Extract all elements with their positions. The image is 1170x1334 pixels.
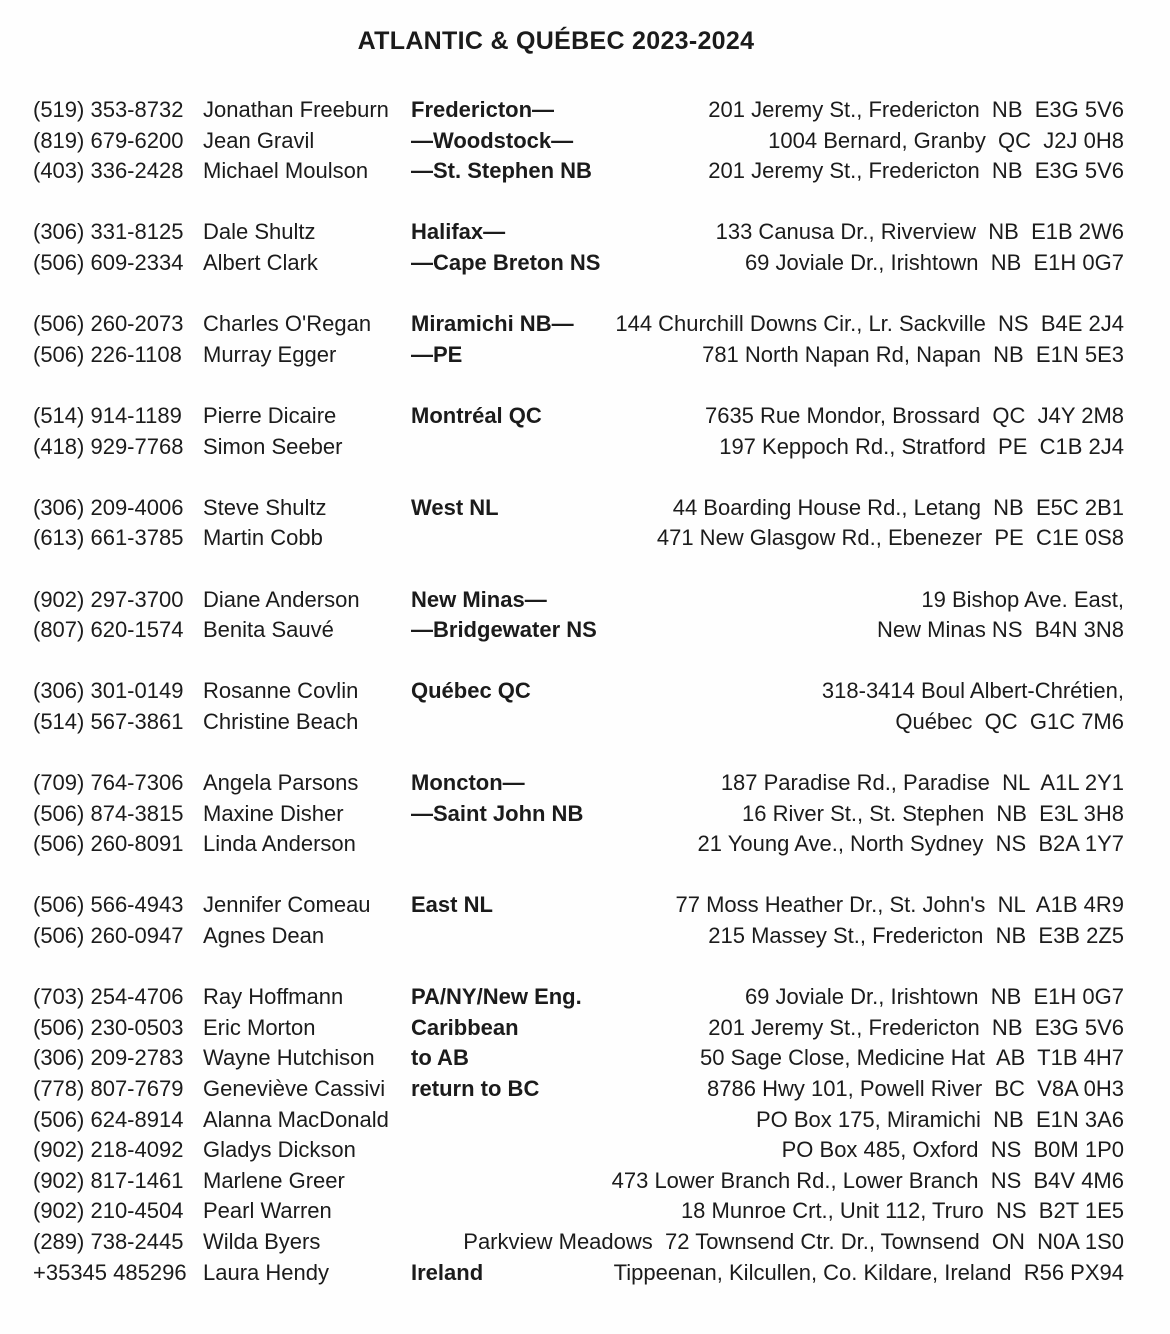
block-spacer <box>0 279 1170 310</box>
directory-row <box>0 1105 1170 1136</box>
block-spacer <box>0 462 1170 493</box>
block-spacer <box>0 646 1170 677</box>
member-name: Jennifer Comeau <box>203 892 371 918</box>
address-text: PO Box 175, Miramichi NB E1N 3A6 <box>755 1106 1124 1132</box>
address-text: 201 Jeremy St., Fredericton NB E3G 5V6 <box>708 1014 1124 1040</box>
directory-row <box>0 768 1170 799</box>
address-text: 50 Sage Close, Medicine Hat AB T1B 4H7 <box>700 1045 1124 1071</box>
phone-number: (506) 226-1108 <box>33 341 182 367</box>
member-name: Gladys Dickson <box>203 1137 356 1163</box>
address-text: 187 Paradise Rd., Paradise NL A1L 2Y1 <box>720 770 1124 796</box>
address-text: PO Box 485, Oxford NS B0M 1P0 <box>781 1137 1124 1163</box>
phone-number: +35345 485296 <box>33 1259 187 1285</box>
region-label: —PE <box>411 341 463 367</box>
member-name: Laura Hendy <box>203 1259 329 1285</box>
directory-block <box>0 95 1170 187</box>
region-label: —St. Stephen NB <box>411 158 592 184</box>
region-label: Miramichi NB— <box>411 311 574 337</box>
member-name: Maxine Disher <box>203 800 344 826</box>
directory-block <box>0 890 1170 951</box>
address-text: 69 Joviale Dr., Irishtown NB E1H 0G7 <box>744 984 1124 1010</box>
region-label: Fredericton— <box>411 97 555 122</box>
member-name: Wayne Hutchison <box>203 1045 375 1071</box>
region-label: Québec QC <box>411 678 531 704</box>
directory-row <box>0 432 1170 463</box>
phone-number: (306) 301-0149 <box>33 678 184 704</box>
phone-number: (819) 679-6200 <box>33 127 184 153</box>
phone-number: (902) 817-1461 <box>33 1167 184 1193</box>
phone-number: (289) 738-2445 <box>33 1228 184 1254</box>
phone-number: (506) 230-0503 <box>33 1014 184 1040</box>
directory-row <box>0 676 1170 707</box>
member-name: Steve Shultz <box>203 494 327 520</box>
phone-number: (514) 914-1189 <box>33 402 182 428</box>
phone-number: (519) 353-8732 <box>33 97 184 122</box>
region-label: return to BC <box>411 1076 540 1101</box>
phone-number: (514) 567-3861 <box>33 708 184 734</box>
member-name: Jean Gravil <box>203 127 315 153</box>
directory-row <box>0 1166 1170 1197</box>
address-text: 781 North Napan Rd, Napan NB E1N 5E3 <box>702 341 1124 367</box>
region-label: Moncton— <box>411 770 525 796</box>
region-label: —Saint John NB <box>411 800 584 826</box>
address-text: 473 Lower Branch Rd., Lower Branch NS B4V 4M6 <box>611 1167 1124 1193</box>
address-text: 144 Churchill Downs Cir., Lr. Sackville NS B4E 2J4 <box>615 311 1124 337</box>
region-label: Ireland <box>411 1259 484 1285</box>
region-label: Caribbean <box>411 1014 519 1040</box>
member-name: Simon Seeber <box>203 433 343 459</box>
phone-number: (703) 254-4706 <box>33 984 184 1010</box>
directory-block <box>0 982 1170 1288</box>
address-text: New Minas NS B4N 3N8 <box>877 617 1124 643</box>
member-name: Michael Moulson <box>203 158 369 184</box>
phone-number: (902) 297-3700 <box>33 586 184 612</box>
member-name: Pearl Warren <box>203 1198 332 1224</box>
directory-row <box>0 585 1170 616</box>
address-text: 133 Canusa Dr., Riverview NB E1B 2W6 <box>715 219 1124 245</box>
phone-number: (613) 661-3785 <box>33 525 184 551</box>
phone-number: (902) 218-4092 <box>33 1137 184 1163</box>
member-name: Alanna MacDonald <box>203 1106 389 1132</box>
region-label: to AB <box>411 1045 469 1071</box>
phone-number: (709) 764-7306 <box>33 770 184 796</box>
address-text: Québec QC G1C 7M6 <box>895 708 1124 734</box>
member-name: Benita Sauvé <box>203 617 334 643</box>
directory-row <box>0 248 1170 279</box>
member-name: Dale Shultz <box>203 219 316 245</box>
member-name: Marlene Greer <box>203 1167 345 1193</box>
directory-row <box>0 401 1170 432</box>
directory-block <box>0 585 1170 646</box>
region-label: New Minas— <box>411 586 547 612</box>
phone-number: (506) 609-2334 <box>33 249 184 275</box>
member-name: Murray Egger <box>203 341 337 367</box>
directory-block <box>0 676 1170 737</box>
region-label: East NL <box>411 892 493 918</box>
member-name: Charles O'Regan <box>203 311 372 337</box>
region-label: —Cape Breton NS <box>411 249 601 275</box>
directory-row <box>0 1135 1170 1166</box>
address-text: 201 Jeremy St., Fredericton NB E3G 5V6 <box>708 97 1124 122</box>
region-label: West NL <box>411 494 499 520</box>
directory-row <box>0 1013 1170 1044</box>
region-label: PA/NY/New Eng. <box>411 984 582 1010</box>
directory-row <box>0 799 1170 830</box>
directory-block <box>0 401 1170 462</box>
address-text: 21 Young Ave., North Sydney NS B2A 1Y7 <box>697 831 1124 857</box>
address-text: 44 Boarding House Rd., Letang NB E5C 2B1 <box>672 494 1124 520</box>
directory-row <box>0 707 1170 738</box>
directory <box>0 95 1170 1288</box>
directory-block <box>0 309 1170 370</box>
member-name: Jonathan Freeburn <box>203 97 389 122</box>
phone-number: (506) 624-8914 <box>33 1106 184 1132</box>
address-text: Tippeenan, Kilcullen, Co. Kildare, Ireland R56 PX94 <box>613 1259 1124 1285</box>
address-text: 19 Bishop Ave. East, <box>921 586 1124 612</box>
phone-number: (306) 209-4006 <box>33 494 184 520</box>
block-spacer <box>0 737 1170 768</box>
member-name: Angela Parsons <box>203 770 359 796</box>
directory-row <box>0 126 1170 157</box>
address-text: 7635 Rue Mondor, Brossard QC J4Y 2M8 <box>704 402 1124 428</box>
phone-number: (506) 260-8091 <box>33 831 184 857</box>
address-text: 1004 Bernard, Granby QC J2J 0H8 <box>768 127 1124 153</box>
directory-block <box>0 768 1170 860</box>
address-text: 471 New Glasgow Rd., Ebenezer PE C1E 0S8 <box>656 525 1124 551</box>
block-spacer <box>0 187 1170 218</box>
directory-block <box>0 217 1170 278</box>
address-text: 197 Keppoch Rd., Stratford PE C1B 2J4 <box>719 433 1124 459</box>
member-name: Rosanne Covlin <box>203 678 359 704</box>
phone-number: (902) 210-4504 <box>33 1198 184 1224</box>
phone-number: (807) 620-1574 <box>33 617 184 643</box>
phone-number: (778) 807-7679 <box>33 1076 184 1101</box>
address-text: 201 Jeremy St., Fredericton NB E3G 5V6 <box>708 158 1124 184</box>
address-text: 18 Munroe Crt., Unit 112, Truro NS B2T 1E5 <box>680 1198 1124 1224</box>
member-name: Ray Hoffmann <box>203 984 344 1010</box>
phone-number: (306) 209-2783 <box>33 1045 184 1071</box>
phone-number: (506) 260-0947 <box>33 923 184 949</box>
directory-row <box>0 340 1170 371</box>
member-name: Agnes Dean <box>203 923 325 949</box>
directory-row <box>0 95 1170 126</box>
phone-number: (418) 929-7768 <box>33 433 184 459</box>
member-name: Diane Anderson <box>203 586 360 612</box>
phone-number: (506) 874-3815 <box>33 800 184 826</box>
member-name: Pierre Dicaire <box>203 402 337 428</box>
page-title: ATLANTIC & QUÉBEC 2023-2024 <box>357 27 755 55</box>
directory-block <box>0 493 1170 554</box>
member-name: Geneviève Cassivi <box>203 1076 386 1101</box>
block-spacer <box>0 370 1170 401</box>
directory-row <box>0 493 1170 524</box>
address-text: Parkview Meadows 72 Townsend Ctr. Dr., Townsend ON N0A 1S0 <box>463 1228 1124 1254</box>
directory-row <box>0 309 1170 340</box>
member-name: Martin Cobb <box>203 525 323 551</box>
member-name: Wilda Byers <box>203 1228 321 1254</box>
directory-row <box>0 1074 1170 1105</box>
region-label: Halifax— <box>411 219 506 245</box>
region-label: —Woodstock— <box>411 127 574 153</box>
address-text: 77 Moss Heather Dr., St. John's NL A1B 4R9 <box>675 892 1124 918</box>
phone-number: (403) 336-2428 <box>33 158 184 184</box>
directory-row <box>0 890 1170 921</box>
directory-row <box>0 523 1170 554</box>
address-text: 16 River St., St. Stephen NB E3L 3H8 <box>742 800 1124 826</box>
region-label: Montréal QC <box>411 402 542 428</box>
phone-number: (506) 566-4943 <box>33 892 184 918</box>
member-name: Christine Beach <box>203 708 359 734</box>
directory-row <box>0 1043 1170 1074</box>
phone-number: (306) 331-8125 <box>33 219 184 245</box>
directory-row <box>0 217 1170 248</box>
directory-row <box>0 982 1170 1013</box>
directory-row <box>0 1258 1170 1289</box>
block-spacer <box>0 554 1170 585</box>
directory-row <box>0 921 1170 952</box>
address-text: 69 Joviale Dr., Irishtown NB E1H 0G7 <box>744 249 1124 275</box>
directory-row <box>0 156 1170 187</box>
directory-row <box>0 1196 1170 1227</box>
address-text: 215 Massey St., Fredericton NB E3B 2Z5 <box>708 923 1124 949</box>
block-spacer <box>0 860 1170 891</box>
directory-row <box>0 1227 1170 1258</box>
phone-number: (506) 260-2073 <box>33 311 184 337</box>
region-label: —Bridgewater NS <box>411 617 597 643</box>
directory-row <box>0 615 1170 646</box>
address-text: 8786 Hwy 101, Powell River BC V8A 0H3 <box>707 1076 1124 1101</box>
member-name: Albert Clark <box>203 249 318 275</box>
address-text: 318-3414 Boul Albert-Chrétien, <box>821 678 1124 704</box>
directory-row <box>0 829 1170 860</box>
block-spacer <box>0 952 1170 983</box>
member-name: Linda Anderson <box>203 831 356 857</box>
member-name: Eric Morton <box>203 1014 316 1040</box>
